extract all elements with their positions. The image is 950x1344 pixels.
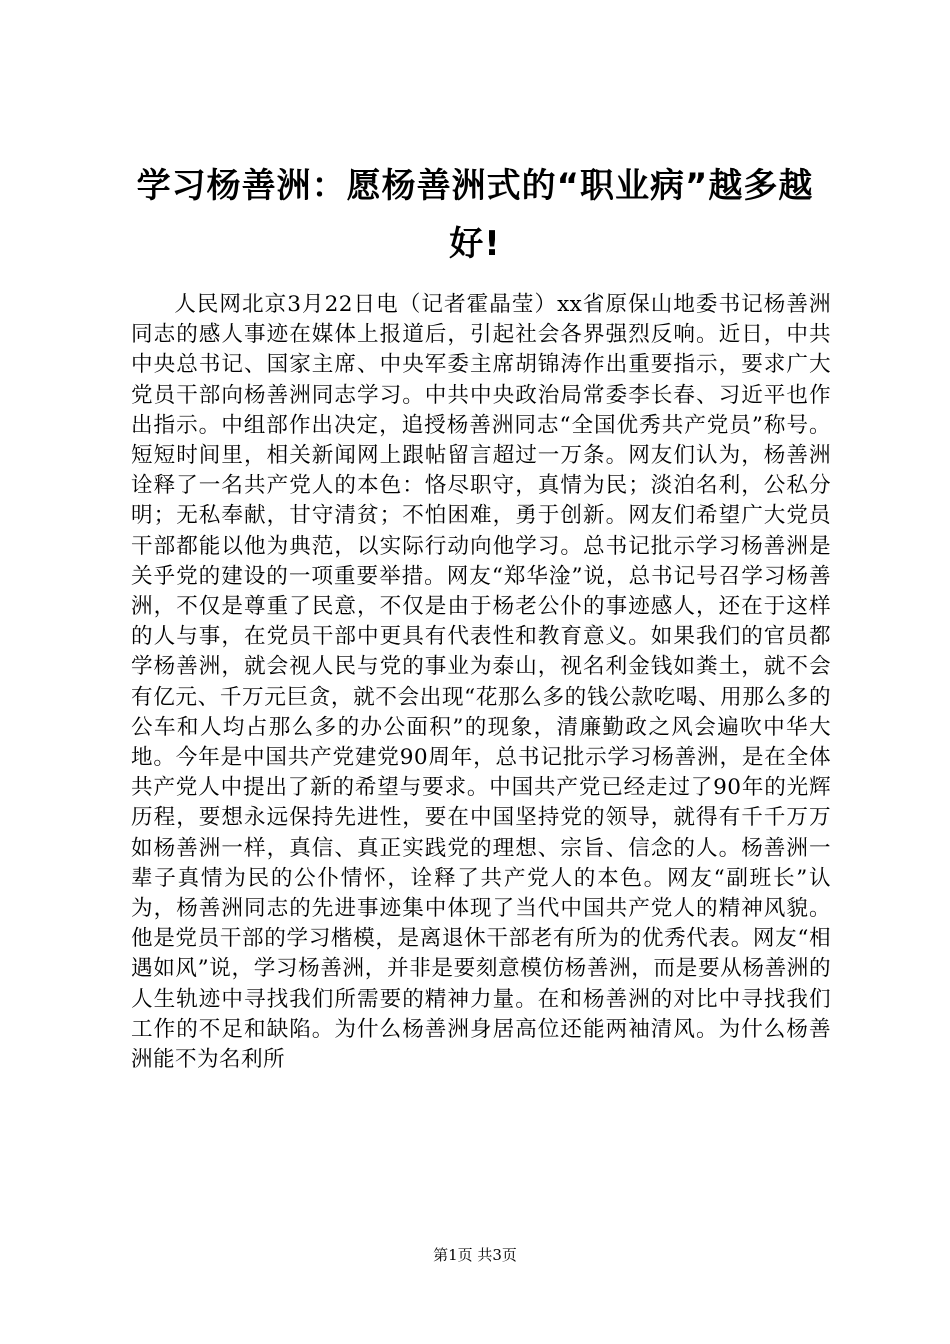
page-number-footer: 第1页 共3页 bbox=[433, 1246, 517, 1264]
body-paragraph: 人民网北京3月22日电（记者霍晶莹）xx省原保山地委书记杨善洲同志的感人事迹在媒体上报道后，引起社会各界强烈反响。近日，中共中央总书记、国家主席、中央军委主席胡锦涛作出重要指示，要求广大党员干部向杨善洲同志学习。中共中央政治局常委李长春、习近平也作出指示。中组部作出决定，追授杨善洲同志“全国优秀共产党员”称号。短短时间里，相关新闻网上跟帖留言超过一万条。网友们认为，杨善洲诠释了一名共产党人的本色：恪尽职守，真情为民；淡泊名利，公私分明；无私奉献，甘守清贫；不怕困难，勇于创新。网友们希望广大党员干部都能以他为典范，以实际行动向他学习。总书记批示学习杨善洲是关乎党的建设的一项重要举措。网友“郑华淦”说，总书记号召学习杨善洲，不仅是尊重了民意，不仅是由于杨老公仆的事迹感人，还在于这样的人与事，在党员干部中更具有代表性和教育意义。如果我们的官员都学杨善洲，就会视人民与党的事业为泰山，视名利金钱如粪土，就不会有亿元、千万元巨贪，就不会出现“花那么多的钱公款吃喝、用那么多的公车和人均占那么多的办公面积”的现象，清廉勤政之风会遍吹中华大地。今年是中国共产党建党90周年，总书记批示学习杨善洲，是在全体共产党人中提出了新的希望与要求。中国共产党已经走过了90年的光辉历程，要想永远保持先进性，要在中国坚持党的领导，就得有千千万万如杨善洲一样，真信、真正实践党的理想、宗旨、信念的人。杨善洲一辈子真情为民的公仆情怀，诠释了共产党人的本色。网友“副班长”认为，杨善洲同志的先进事迹集中体现了当代中国共产党人的精神风貌。他是党员干部的学习楷模，是离退休干部老有所为的优秀代表。网友“相遇如风”说，学习杨善洲，并非是要刻意模仿杨善洲，而是要从杨善洲的人生轨迹中寻找我们所需要的精神力量。在和杨善洲的对比中寻找我们工作的不足和缺陷。为什么杨善洲身居高位还能两袖清风。为什么杨善洲能不为名利所 bbox=[131, 292, 831, 1073]
document-title-line-1: 学习杨善洲：愿杨善洲式的“职业病”越多越 bbox=[136, 166, 814, 206]
document-title-line-2: 好! bbox=[449, 224, 501, 264]
